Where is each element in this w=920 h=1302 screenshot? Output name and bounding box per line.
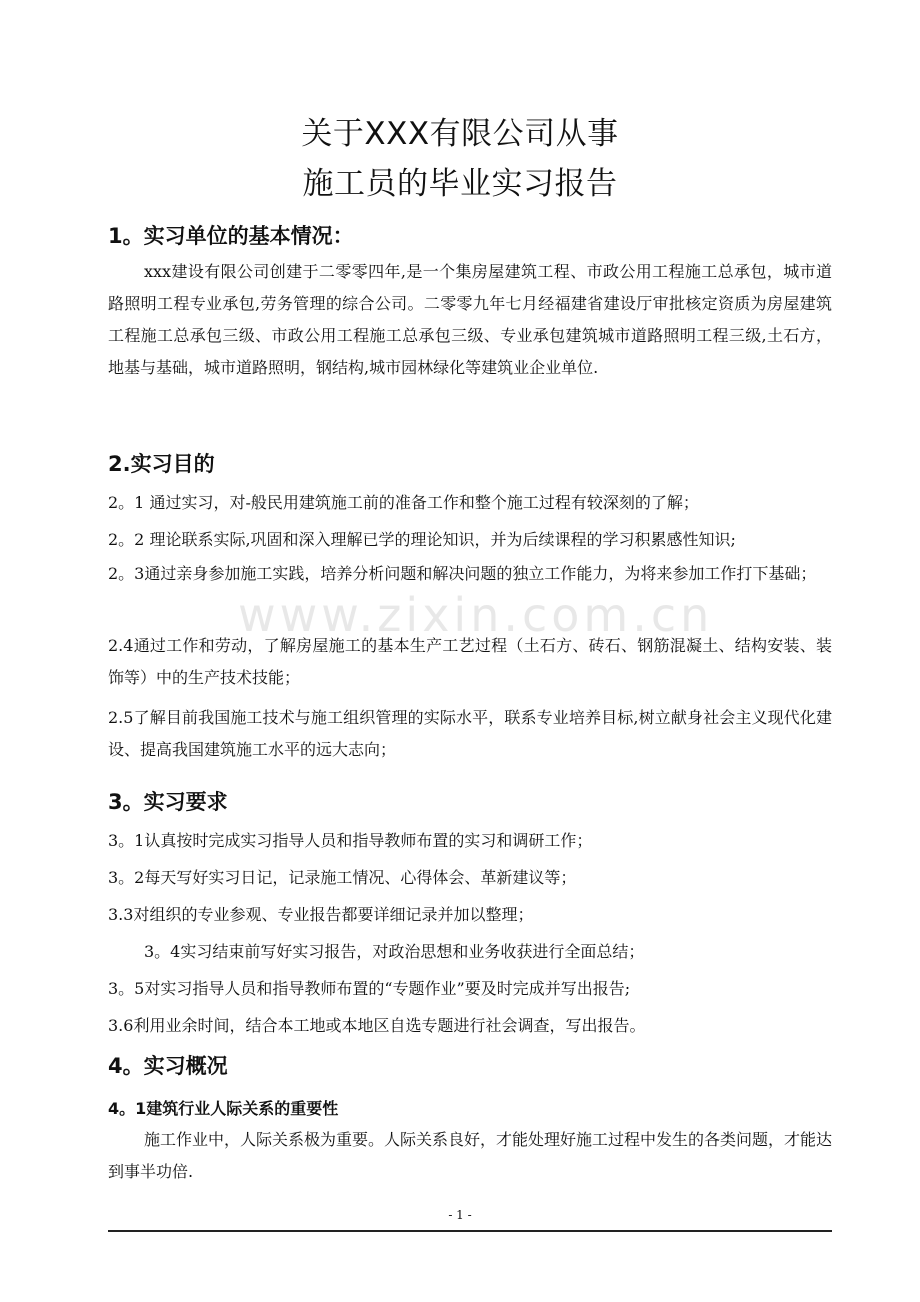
section3-item4: 3。4实习结束前写好实习报告，对政治思想和业务收获进行全面总结； — [144, 942, 645, 961]
section3-item6: 3.6利用业余时间，结合本工地或本地区自选专题进行社会调查，写出报告。 — [108, 1016, 646, 1035]
section3-item1: 3。1认真按时完成实习指导人员和指导教师布置的实习和调研工作； — [108, 831, 593, 850]
document-title-line1: 关于XXX有限公司从事 — [301, 116, 619, 152]
section1-body: xxx建设有限公司创建于二零零四年,是一个集房屋建筑工程、市政公用工程施工总承包，城市道路照明工程专业承包,劳务管理的综合公司。二零零九年七月经福建省建设厅审批核定资质为房屋建筑工程施工总承包三级、市政公用工程施工总承包三级、专业承包建筑城市道路照明工程三级,土石方，地基与基础，城市道路照明，钢结构,城市园林绿化等建筑业企业单位. — [108, 262, 832, 377]
section2-item1: 2。1 通过实习，对-般民用建筑施工前的准备工作和整个施工过程有较深刻的了解； — [108, 493, 699, 512]
section2-item3: 2。3通过亲身参加施工实践，培养分析问题和解决问题的独立工作能力，为将来参加工作打下基础； — [108, 564, 817, 583]
section4-subheading: 4。1建筑行业人际关系的重要性 — [108, 1099, 339, 1118]
section3-item5: 3。5对实习指导人员和指导教师布置的“专题作业”要及时完成并写出报告; — [108, 979, 631, 998]
section2-item4: 2.4通过工作和劳动，了解房屋施工的基本生产工艺过程（土石方、砖石、钢筋混凝土、结构安装、装饰等）中的生产技术技能； — [108, 636, 832, 687]
section1-heading: 1。实习单位的基本情况： — [108, 224, 354, 248]
section2-item2: 2。2 理论联系实际,巩固和深入理解已学的理论知识，并为后续课程的学习积累感性知识; — [108, 530, 736, 549]
section3-item2: 3。2每天写好实习日记，记录施工情况、心得体会、革新建议等； — [108, 868, 577, 887]
section3-heading: 3。实习要求 — [108, 790, 228, 814]
section4-heading: 4。实习概况 — [108, 1054, 228, 1078]
document-title-line2: 施工员的毕业实习报告 — [302, 166, 618, 202]
section3-item3: 3.3对组织的专业参观、专业报告都要详细记录并加以整理； — [108, 905, 534, 924]
watermark: www.zixin.com.cn — [238, 588, 714, 642]
section2-heading: 2.实习目的 — [108, 452, 215, 476]
section4-body: 施工作业中，人际关系极为重要。人际关系良好，才能处理好施工过程中发生的各类问题，才能达到事半功倍. — [108, 1130, 833, 1181]
page-number: - 1 - — [448, 1208, 472, 1222]
footer-rule — [108, 1230, 832, 1232]
section2-item5: 2.5了解目前我国施工技术与施工组织管理的实际水平，联系专业培养目标,树立献身社会主义现代化建设、提高我国建筑施工水平的远大志向； — [108, 708, 832, 759]
